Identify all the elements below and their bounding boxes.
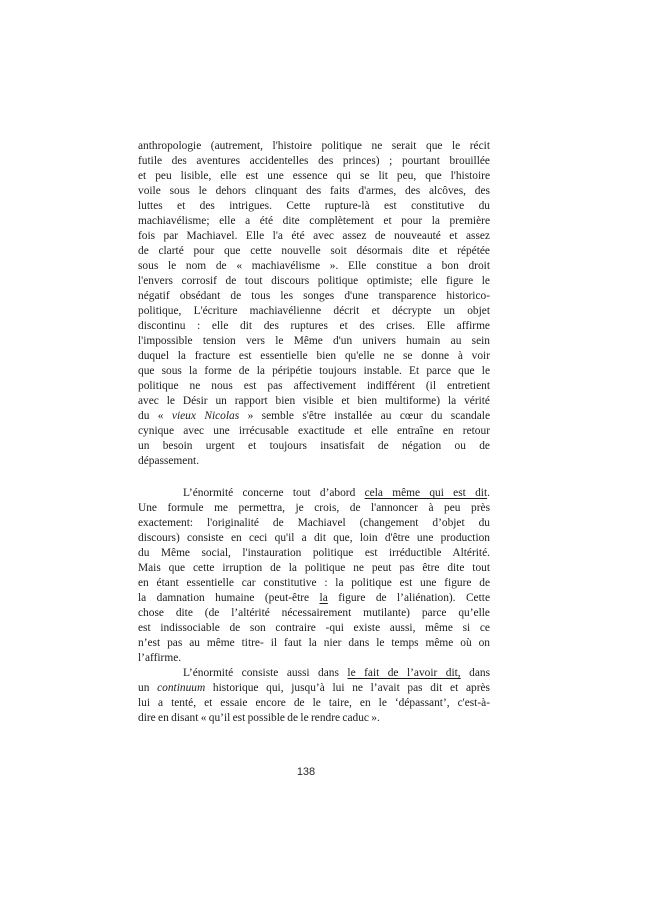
text-line — [138, 651, 490, 666]
text-segment: historique qui, jusqu’à lui ne l’avait pas dit et après — [205, 682, 490, 694]
text-line — [138, 139, 490, 154]
text-segment: négatif obsédant de tous les songes d'une transparence historico- — [138, 290, 490, 302]
paragraph — [138, 666, 490, 726]
text-segment: en étant essentielle car constitutive : la politique est une figure de — [138, 577, 490, 589]
text-line — [138, 711, 490, 726]
text-line — [138, 349, 490, 364]
text-line — [138, 591, 490, 606]
text-segment: sous le nom de « machiavélisme ». Elle constitue a bon droit — [138, 260, 490, 272]
text-line — [138, 424, 490, 439]
text-segment: est indissociable de son contraire -qui existe aussi, même si ce — [138, 622, 490, 634]
text-segment: exactement: l'originalité de Machiavel (changement d’objet du — [138, 517, 490, 529]
text-line — [138, 304, 490, 319]
body-text — [138, 139, 490, 726]
text-segment: Mais que cette irruption de la politique ne peut pas être dite tout — [138, 562, 490, 574]
text-line — [138, 199, 490, 214]
text-segment: un besoin urgent et toujours insatisfait de négation ou de — [138, 440, 490, 452]
text-line — [138, 259, 490, 274]
text-line — [138, 696, 490, 711]
text-segment: avec le Désir un rapport bien visible et bien multiforme) la vérité — [138, 395, 490, 407]
italic-phrase: vieux Nicolas — [171, 410, 240, 422]
text-line — [138, 409, 490, 424]
text-line — [138, 621, 490, 636]
text-segment: discontinu : elle dit des ruptures et des crises. Elle affirme — [138, 320, 490, 332]
text-segment: figure de l’aliénation). Cette — [327, 592, 490, 604]
text-segment: cynique avec une irrécusable exactitude et elle entraîne en retour — [138, 425, 490, 437]
text-segment: fois par Machiavel. Elle l'a été avec assez de nouveauté et assez — [138, 230, 490, 242]
italic-phrase: continuum — [157, 682, 206, 694]
text-line — [138, 576, 490, 591]
text-line — [138, 501, 490, 516]
text-segment: L’énormité concerne tout d’abord — [183, 487, 365, 499]
underlined-phrase: la — [319, 592, 328, 604]
underlined-phrase: cela même qui est dit — [364, 487, 488, 499]
text-segment: Une formule me permettra, je crois, de l'annoncer à peu près — [138, 502, 490, 514]
text-segment: l'envers corrosif de tout discours politique optimiste; elle figure le — [138, 275, 490, 287]
text-segment: dépassement. — [138, 455, 200, 467]
text-segment: » semble s'être installée au cœur du scandale — [239, 410, 490, 422]
text-segment: luttes et des intrigues. Cette rupture-là est constitutive du — [138, 200, 490, 212]
text-line — [138, 516, 490, 531]
text-line — [138, 439, 490, 454]
page-number: 138 — [296, 766, 316, 778]
text-segment: machiavélisme; elle a été dite complètement et pour la première — [138, 215, 490, 227]
text-segment: anthropologie (autrement, l'histoire politique ne serait que le récit — [138, 140, 490, 152]
text-line — [138, 289, 490, 304]
text-line — [138, 681, 490, 696]
text-segment: la damnation humaine (peut-être — [138, 592, 320, 604]
text-segment: politique ne nous est pas affectivement indifférent (il entretient — [138, 380, 490, 392]
text-line — [138, 334, 490, 349]
text-line — [138, 454, 490, 469]
text-segment: lui a tenté, et essaie encore de le taire, en le ‘dépassant’, c'est-à- — [138, 697, 490, 709]
text-line — [138, 364, 490, 379]
text-segment: de clarté pour que cette nouvelle soit désormais dite et répétée — [138, 245, 490, 257]
text-line — [138, 606, 490, 621]
text-segment: chose dite (de l’altérité nécessairement mutilante) parce qu’elle — [138, 607, 490, 619]
text-segment: que sous la forme de la péripétie toujours instable. Et parce que le — [138, 365, 490, 377]
text-segment: futile des aventures accidentelles des princes) ; pourtant brouillée — [138, 155, 490, 167]
text-line — [138, 244, 490, 259]
text-line — [138, 214, 490, 229]
text-line — [138, 486, 490, 501]
text-line — [138, 229, 490, 244]
paragraph — [138, 139, 490, 469]
text-line — [138, 169, 490, 184]
text-segment: n’est pas au même titre- il faut la nier dans le temps même où on — [138, 637, 490, 649]
text-segment: l’affirme. — [138, 652, 182, 664]
text-segment: l'impossible tension vers le Même d'un univers humain au sein — [138, 335, 490, 347]
text-line — [138, 546, 490, 561]
text-segment: discours) consiste en ceci qu'il a dit que, loin d'être une production — [138, 532, 490, 544]
text-line — [138, 531, 490, 546]
text-segment: et peu lisible, elle est une essence qui se lit peu, que l'histoire — [138, 170, 490, 182]
text-line — [138, 319, 490, 334]
underlined-phrase: le fait de l’avoir dit, — [347, 667, 461, 679]
text-line — [138, 154, 490, 169]
text-segment: duquel la fracture est essentielle bien qu'elle ne se donne à voir — [138, 350, 490, 362]
text-line — [138, 666, 490, 681]
paragraph — [138, 486, 490, 666]
text-segment: voile sous le dehors clinquant des faits d'armes, des alcôves, des — [138, 185, 490, 197]
text-line — [138, 394, 490, 409]
text-segment: du « — [138, 410, 172, 422]
text-segment: un — [138, 682, 158, 694]
text-line — [138, 184, 490, 199]
text-line — [138, 379, 490, 394]
text-segment: du Même social, l'instauration politique est irréductible Altérité. — [138, 547, 490, 559]
text-line — [138, 274, 490, 289]
text-segment: dire en disant « qu’il est possible de le rendre caduc ». — [138, 712, 380, 724]
text-segment: L’énormité consiste aussi dans — [183, 667, 348, 679]
text-line — [138, 636, 490, 651]
text-segment: politique, L'écriture machiavélienne décrit et décrypte un objet — [138, 305, 490, 317]
text-segment: . — [487, 487, 490, 499]
text-segment: dans — [460, 667, 490, 679]
text-line — [138, 561, 490, 576]
